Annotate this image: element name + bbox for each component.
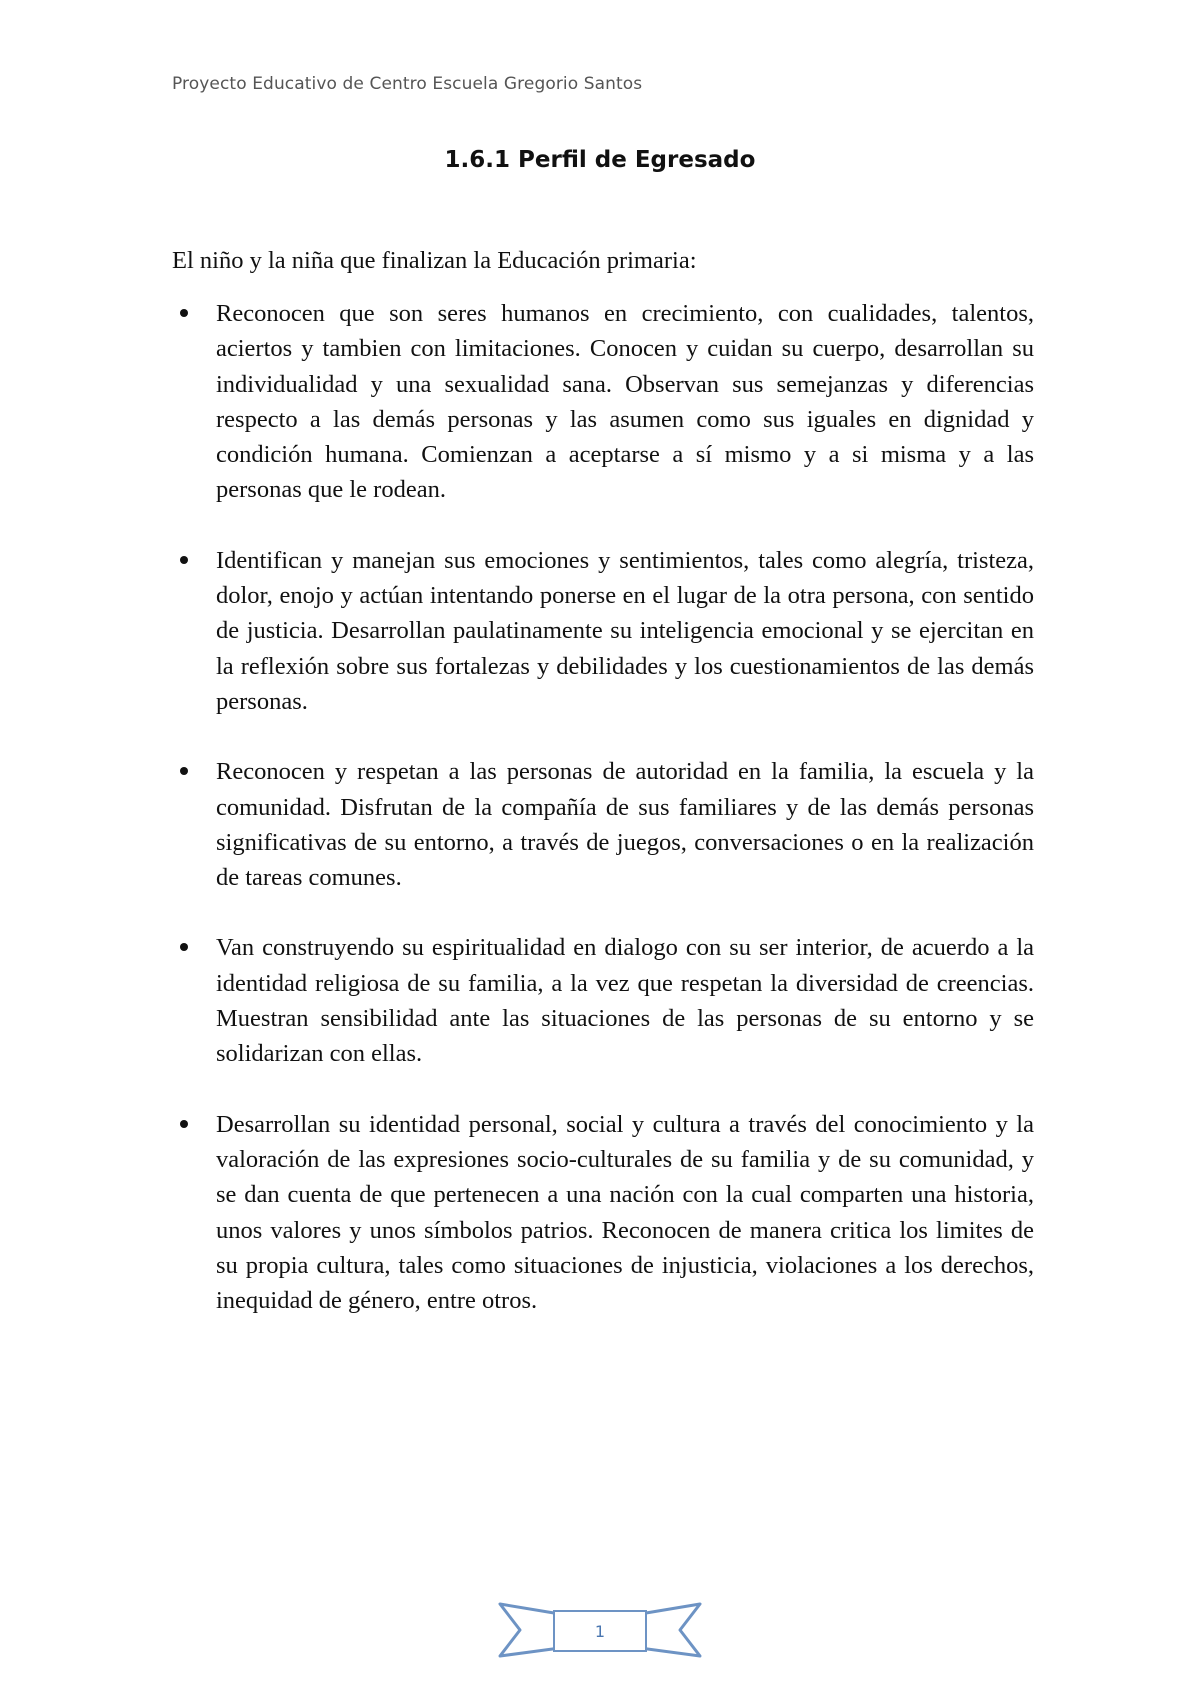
ribbon-left-tail (500, 1604, 560, 1656)
bullet-list (172, 296, 1034, 1353)
bullet-icon (180, 767, 188, 775)
intro-paragraph: El niño y la niña que finalizan la Educación primaria: (172, 247, 697, 274)
list-item (172, 754, 1034, 895)
list-item-text: Reconocen y respetan a las personas de autoridad en la familia, la escuela y la comunidad. Disfrutan de la compañía de sus familiares y de las demás personas significativas de su entorno, a través de juegos, conversaciones o en la realización de tareas comunes. (216, 758, 1034, 892)
list-item-text: Identifican y manejan sus emociones y sentimientos, tales como alegría, tristeza, dolor, enojo y actúan intentando ponerse en el lugar de la otra persona, con sentido de justicia. Desarrollan paulatinamente su inteligencia emocional y se ejercitan en la reflexión sobre sus fortalezas y debilidades y los cuestionamientos de las demás personas. (216, 546, 1034, 715)
list-item (172, 1107, 1034, 1319)
bullet-icon (180, 1120, 188, 1128)
bullet-icon (180, 943, 188, 951)
bullet-icon (180, 556, 188, 564)
ribbon-right-tail (640, 1604, 700, 1656)
list-item (172, 543, 1034, 719)
page-number: 1 (553, 1610, 647, 1652)
list-item-text: Van construyendo su espiritualidad en dialogo con su ser interior, de acuerdo a la identidad religiosa de su familia, a la vez que respetan la diversidad de creencias. Muestran sensibilidad ante las situaciones de las personas de su entorno y se solidarizan con ellas. (216, 934, 1034, 1068)
page-header: Proyecto Educativo de Centro Escuela Gregorio Santos (172, 74, 643, 94)
page-footer (490, 1596, 710, 1664)
list-item-text: Desarrollan su identidad personal, social y cultura a través del conocimiento y la valoración de las expresiones socio-culturales de su familia y de su comunidad, y se dan cuenta de que pertenecen a una nación con la cual comparten una historia, unos valores y unos símbolos patrios. Reconocen de manera critica los limites de su propia cultura, tales como situaciones de injusticia, violaciones a los derechos, inequidad de género, entre otros. (216, 1110, 1034, 1315)
list-item-text: Reconocen que son seres humanos en crecimiento, con cualidades, talentos, aciertos y tambien con limitaciones. Conocen y cuidan su cuerpo, desarrollan su individualidad y una sexualidad sana. Observan sus semejanzas y diferencias respecto a las demás personas y las asumen como sus iguales en dignidad y condición humana. Comienzan a aceptarse a sí mismo y a si misma y a las personas que le rodean. (216, 300, 1034, 504)
list-item (172, 930, 1034, 1071)
bullet-icon (180, 309, 188, 317)
section-title: 1.6.1 Perfil de Egresado (444, 147, 756, 173)
list-item (172, 296, 1034, 508)
